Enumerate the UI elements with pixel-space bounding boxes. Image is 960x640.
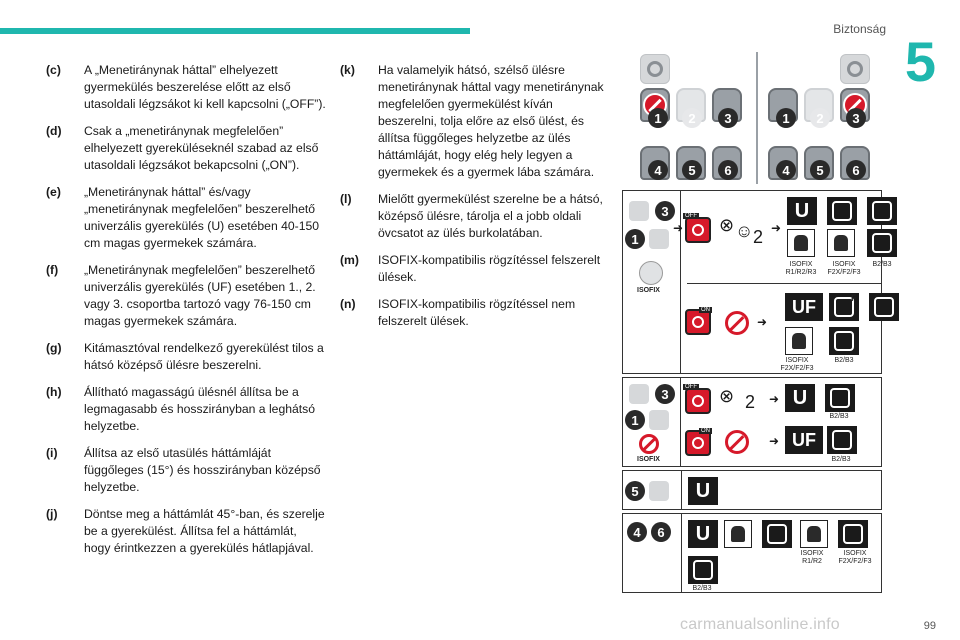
note-text: Mielőtt gyermekülést szerelne be a hátsó, középső ülésre, tárolja el a jobb oldali övcsatot az ülés burkolatában. [378,192,603,240]
caption-b2b3: B2/B3 [829,413,849,420]
rear-facing-child-icon: ⊗ [719,386,735,406]
note-text: Csak a „menetiránynak megfelelően” elhelyezett gyereküléseknél szabad az első utasoldali légzsákot bekapcsolni („ON”). [84,124,319,172]
note-item [340,296,608,330]
seat-number-3: 3 [846,108,866,128]
panel-rear-outer [622,513,882,593]
note-text: A „Menetiránynak háttal” elhelyezett gyermekülés beszerelése előtt az első utasoldali légzsákot ki kell kapcsolni („OFF”). [84,63,326,111]
caption-b2b3: B2/B3 [834,357,854,364]
booster-seat-tile [827,426,857,454]
isofix-seat-icon [827,229,855,257]
arrow-icon: ➜ [771,221,782,235]
page-number: 99 [923,620,936,632]
top-accent-bar [0,28,470,34]
universal-forward-badge: UF [785,293,823,321]
airbag-off-icon [685,388,711,414]
seat-number-1: 1 [625,229,645,249]
caption-b2b3: B2/B3 [872,261,892,268]
seat-number-3: 3 [655,384,675,404]
note-label: (d) [46,124,62,138]
right-column [340,62,608,340]
isofix-seat-icon [800,520,828,548]
seat-number-4: 4 [648,160,668,180]
rear-facing-prohibited-icon [725,430,749,454]
isofix-label: ISOFIX [637,456,660,463]
airbag-on-label: ON [701,428,710,434]
note-item [46,340,326,374]
note-label: (g) [46,341,62,355]
note-text: ISOFIX-kompatibilis rögzítéssel felszerelt ülések. [378,253,601,284]
seat-number-2: 2 [810,108,830,128]
booster-seat-tile [867,229,897,257]
caption-isofix-f: ISOFIX F2X/F2/F3 [780,357,814,372]
arrow-icon: ➜ [673,221,684,235]
note-text: ISOFIX-kompatibilis rögzítéssel nem felszerelt ülések. [378,297,576,328]
note-label: (k) [340,63,355,77]
isofix-seat-icon [724,520,752,548]
seat-number-4: 4 [627,522,647,542]
note-text: Állítsa az első utasülés háttámláját függőleges (15°) és hosszirányban középső helyzetbe. [84,446,321,494]
universal-badge: U [688,477,718,505]
note-item [340,191,608,242]
child-seat-tile [827,197,857,225]
note-item [46,445,326,496]
note-text: Állítható magasságú ülésnél állítsa be a legmagasabb és hosszirányban a leghátsó helyzetbe. [84,385,316,433]
isofix-icon [639,261,663,285]
note-label: (i) [46,446,58,460]
arrow-icon: ➜ [757,315,768,329]
seat-layout-left [640,50,750,190]
caption-isofix-f: ISOFIX F2X/F2/F3 [838,550,872,565]
booster-seat-tile [825,384,855,412]
note-item [340,252,608,286]
seat-number-3: 3 [718,108,738,128]
note-text: Döntse meg a háttámlát 45°-ban, és szerelje be a gyerekülést. Állítsa fel a háttámlát, hogy érintkezzen a gyerekülés hátlapjával. [84,507,325,555]
note-item [46,384,326,435]
divider-line [756,52,758,184]
seat-icon [649,410,669,430]
note-item [46,262,326,330]
child-figure-icon: ☺ [735,221,754,241]
child-seat-tile [762,520,792,548]
seat-number-1: 1 [776,108,796,128]
note-text: Ha valamelyik hátsó, szélső ülésre menetiránynak háttal vagy menetiránynak megfelelően gyermekülést kíván beszerelni, tolja előre az első ülést, és állítsa függőleges helyzetbe az ülés háttámláját, hogy elég hely legyen a gyermekek és a gyermek lába számára. [378,63,604,179]
note-label: (f) [46,263,59,277]
caption-b2b3: B2/B3 [692,585,712,592]
note-item [46,184,326,252]
panel-rear-middle [622,470,882,510]
no-support-leg-icon [649,481,669,501]
rear-facing-prohibited-icon [725,311,749,335]
isofix-seat-icon [785,327,813,355]
panel-front-non-isofix [622,377,882,467]
note-item [340,62,608,181]
child-seat-tile [838,520,868,548]
child-seat-tile [867,197,897,225]
note-label: (m) [340,253,359,267]
caption-isofix-r: ISOFIX R1/R2/R3 [785,261,817,276]
steering-wheel-icon [629,384,649,404]
booster-seat-tile [829,327,859,355]
caption-isofix-f: ISOFIX F2X/F2/F3 [827,261,861,276]
seat-number-6: 6 [651,522,671,542]
note-label: (e) [46,185,61,199]
seat-number-6: 6 [718,160,738,180]
note-label: (n) [340,297,356,311]
rear-facing-child-icon: ⊗ [719,215,735,235]
note-label: (j) [46,507,58,521]
seat-icon [649,229,669,249]
arrow-icon: ➜ [769,434,780,448]
note-text: „Menetiránynak háttal” és/vagy „menetiránynak megfelelően” beszerelhető univerzális gyerekülés (U) esetében 40-150 cm magas gyermekek számára. [84,185,320,250]
booster-seat-tile [688,556,718,584]
universal-badge: U [688,520,718,548]
universal-badge: U [787,197,817,225]
seat-number-1: 1 [648,108,668,128]
steering-wheel-icon [629,201,649,221]
seat-number-5: 5 [625,481,645,501]
note-label: (h) [46,385,62,399]
airbag-off-label: OFF [685,213,697,219]
steering-wheel-icon [640,54,670,84]
watermark: carmanualsonline.info [680,616,840,633]
note-label: (l) [340,192,352,206]
group-2-label: 2 [745,392,756,412]
airbag-on-label: ON [701,307,710,313]
caption-b2b3: B2/B3 [831,456,851,463]
left-column [46,62,326,567]
note-text: Kitámasztóval rendelkező gyerekülést tilos a hátsó középső ülésre beszerelni. [84,341,324,372]
section-title: Biztonság [833,22,886,36]
isofix-prohibited-icon [639,434,659,454]
airbag-off-label: OFF [685,384,697,390]
group-2-label: 2 [753,227,764,247]
universal-forward-badge: UF [785,426,823,454]
isofix-seat-icon [787,229,815,257]
chapter-number: 5 [904,30,936,93]
panel-front-isofix [622,190,892,374]
seat-number-5: 5 [682,160,702,180]
seat-number-2: 2 [682,108,702,128]
child-seat-tile [869,293,899,321]
seat-number-4: 4 [776,160,796,180]
divider-line [687,283,881,284]
isofix-label: ISOFIX [637,287,660,294]
seat-number-3: 3 [655,201,675,221]
seat-layout-right [768,50,878,190]
arrow-icon: ➜ [769,392,780,406]
seat-number-1: 1 [625,410,645,430]
note-label: (c) [46,63,61,77]
note-text: „Menetiránynak megfelelően” beszerelhető univerzális gyerekülés (UF) esetében 1., 2. vagy 3. csoportba tartozó vagy 76-150 cm magas gyermekek számára. [84,263,316,328]
steering-wheel-icon [840,54,870,84]
note-item [46,123,326,174]
seat-number-6: 6 [846,160,866,180]
seat-number-5: 5 [810,160,830,180]
airbag-off-icon [685,217,711,243]
note-item [46,506,326,557]
forward-flag: F [851,293,857,303]
universal-badge: U [785,384,815,412]
note-item [46,62,326,113]
caption-isofix-r: ISOFIX R1/R2 [800,550,824,565]
